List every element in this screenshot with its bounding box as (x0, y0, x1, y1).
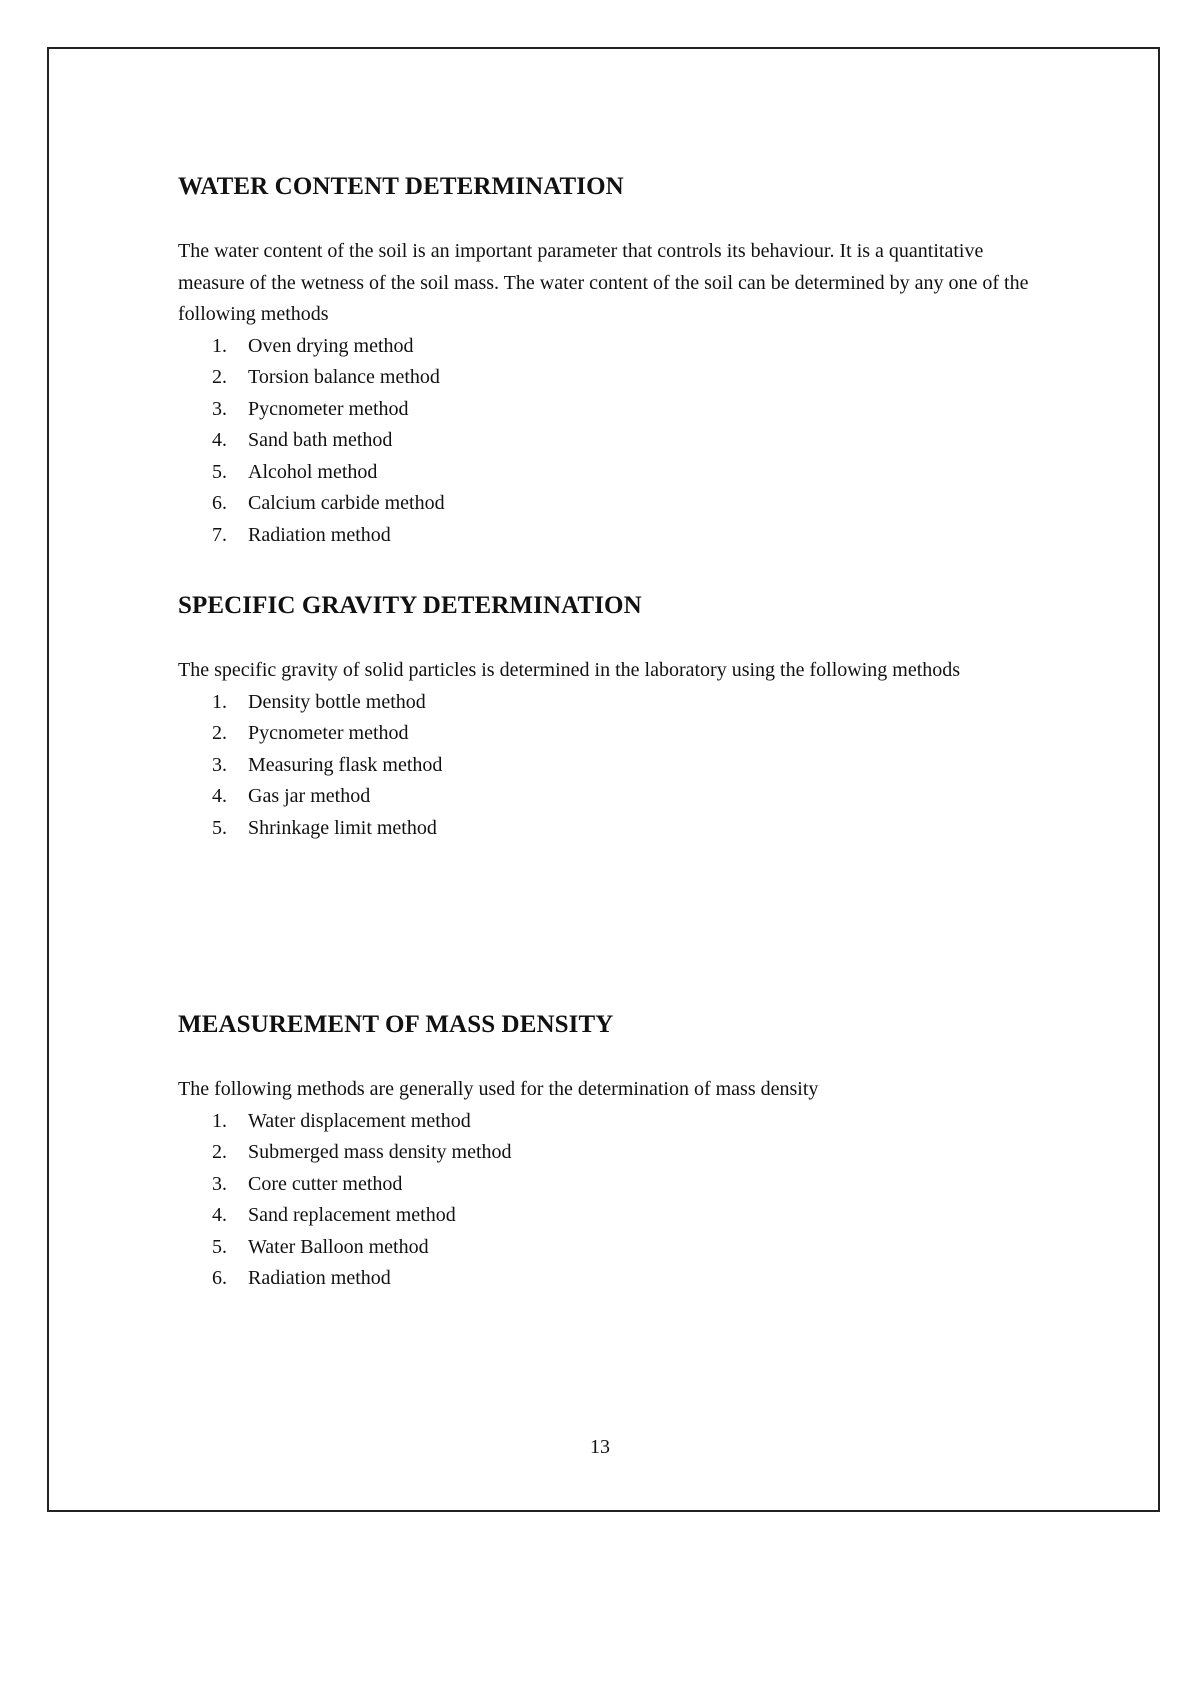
list-number: 1. (212, 334, 227, 357)
list-number: 7. (212, 523, 227, 546)
list-item (178, 1200, 1048, 1232)
method-list (178, 687, 1048, 845)
list-text: Radiation method (248, 1267, 391, 1289)
list-text: Oven drying method (248, 334, 414, 357)
list-text: Sand bath method (248, 429, 393, 451)
list-item (178, 331, 1048, 363)
section-heading: WATER CONTENT DETERMINATION (178, 173, 624, 200)
list-item (178, 687, 1048, 719)
list-number: 2. (212, 366, 227, 388)
section-heading: MEASUREMENT OF MASS DENSITY (178, 1011, 614, 1038)
list-item (178, 1106, 1048, 1138)
list-item (178, 362, 1048, 394)
list-text: Submerged mass density method (248, 1141, 512, 1163)
list-number: 4. (212, 1204, 227, 1226)
list-text: Density bottle method (248, 690, 426, 713)
list-number: 6. (212, 1267, 227, 1289)
list-item (178, 1137, 1048, 1169)
section-paragraph: The water content of the soil is an important parameter that controls its behaviour. It is a quantitative measure of the wetness of the soil mass. The water content of the soil can be determined by any one of the following methods (178, 240, 1029, 325)
section-mass-density (178, 1010, 1048, 1295)
section-paragraph: The following methods are generally used for the determination of mass density (178, 1078, 819, 1100)
list-number: 3. (212, 1172, 227, 1195)
list-text: Core cutter method (248, 1172, 403, 1195)
list-text: Water Balloon method (248, 1235, 429, 1258)
list-item (178, 781, 1048, 813)
list-number: 3. (212, 397, 227, 420)
section-heading: SPECIFIC GRAVITY DETERMINATION (178, 592, 642, 619)
list-text: Calcium carbide method (248, 492, 445, 514)
list-item (178, 750, 1048, 782)
list-item (178, 457, 1048, 489)
list-number: 3. (212, 753, 227, 776)
list-item (178, 425, 1048, 457)
list-item (178, 520, 1048, 552)
list-number: 5. (212, 816, 227, 839)
list-item (178, 394, 1048, 426)
list-text: Shrinkage limit method (248, 816, 437, 839)
list-number: 2. (212, 1141, 227, 1163)
list-number: 5. (212, 1235, 227, 1258)
list-number: 5. (212, 460, 227, 483)
list-text: Radiation method (248, 523, 391, 546)
page-number: 13 (590, 1436, 610, 1458)
list-text: Alcohol method (248, 460, 378, 483)
section-specific-gravity (178, 591, 1048, 844)
list-number: 1. (212, 1109, 227, 1132)
list-item (178, 813, 1048, 845)
list-text: Gas jar method (248, 785, 371, 807)
section-paragraph: The specific gravity of solid particles is determined in the laboratory using the following methods (178, 659, 961, 681)
list-item (178, 1169, 1048, 1201)
list-item (178, 488, 1048, 520)
section-water-content (178, 172, 1048, 551)
list-item (178, 1263, 1048, 1295)
list-text: Measuring flask method (248, 753, 443, 776)
method-list (178, 331, 1048, 552)
method-list (178, 1106, 1048, 1295)
list-text: Water displacement method (248, 1109, 471, 1132)
list-text: Sand replacement method (248, 1204, 456, 1226)
list-number: 2. (212, 722, 227, 744)
list-number: 4. (212, 785, 227, 807)
list-number: 1. (212, 690, 227, 713)
list-text: Pycnometer method (248, 397, 409, 420)
list-text: Torsion balance method (248, 366, 440, 388)
list-number: 4. (212, 429, 227, 451)
list-item (178, 718, 1048, 750)
list-number: 6. (212, 492, 227, 514)
list-item (178, 1232, 1048, 1264)
list-text: Pycnometer method (248, 722, 409, 744)
